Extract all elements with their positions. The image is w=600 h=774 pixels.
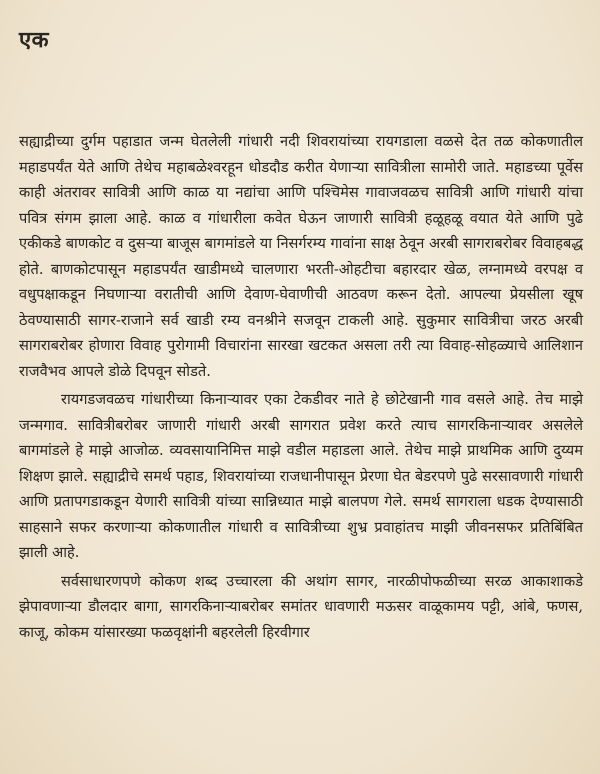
paragraph-1: सह्याद्रीच्या दुर्गम पहाडात जन्म घेतलेली गांधारी नदी शिवरायांच्या रायगडाला वळसे देत तळ कोकणातील महाडपर्यंत येते आणि तेथेच महाबळेश्वरहून धोडदौड करीत येणाऱ्या सावित्रीला सामोरी जाते. महाडच्या पूर्वेस काही अंतरावर सावित्री आणि काळ या नद्यांचा आणि पश्चिमेस गावाजवळच सावित्री आणि गांधारी यांचा पवित्र संगम झाला आहे. काळ व गांधारीला कवेत घेऊन जाणारी सावित्री हळूहळू वयात येते आणि पुढे एकीकडे बाणकोट व दुसऱ्या बाजूस बागमांडले या निसर्गरम्य गावांना साक्ष ठेवून अरबी सागराबरोबर विवाहबद्ध होते. बाणकोटपासून महाडपर्यंत खाडीमध्ये चालणारा भरती-ओहटीचा बहारदार खेळ, लग्नामध्ये वरपक्ष व वधुपक्षाकडून निघणाऱ्या वरातीची आणि देवाण-घेवाणीची आठवण करून देतो. आपल्या प्रेयसीला खूष ठेवण्यासाठी सागर-राजाने सर्व खाडी रम्य वनश्रीने सजवून टाकली आहे. सुकुमार सावित्रीचा जरठ अरबी सागराबरोबर होणारा विवाह पुरोगामी विचारांना सारखा खटकत असला तरी त्या विवाह-सोहळ्याचे आलिशान राजवैभव आपले डोळे दिपवून सोडते. xyxy=(19,133,583,380)
paragraph-3: सर्वसाधारणपणे कोकण शब्द उच्चारला की अथांग सागर, नारळीपोफळीच्या सरळ आकाशाकडे झेपावणाऱ्या डौलदार बागा, सागरकिनाऱ्याबरोबर समांतर धावणारी मऊसर वाळूकामय पट्टी, आंबे, फणस, काजू, कोकम यांसारख्या फळवृक्षांनी बहरलेली हिरवीगार xyxy=(19,572,583,641)
body-text xyxy=(19,129,583,645)
paragraph-2: रायगडजवळच गांधारीच्या किनाऱ्यावर एका टेकडीवर नाते हे छोटेखानी गाव वसले आहे. तेच माझे जन्मगाव. सावित्रीबरोबर जाणारी गांधारी अरबी सागरात प्रवेश करते त्याच सागरकिनाऱ्यावर असलेले बागमांडले हे माझे आजोळ. व्यवसायानिमित्त माझे वडील महाडला आले. तेथेच माझे प्राथमिक आणि दुय्यम शिक्षण झाले. सह्याद्रीचे समर्थ पहाड, शिवरायांच्या राजधानीपासून प्रेरणा घेत बेडरपणे पुढे सरसावणारी गांधारी आणि प्रतापगडाकडून येणारी सावित्री यांच्या सान्निध्यात माझे बालपण गेले. समर्थ सागराला धडक देण्यासाठी साहसाने सफर करणाऱ्या कोकणातील गांधारी व सावित्रीच्या शुभ्र प्रवाहांतच माझी जीवनसफर प्रतिबिंबित झाली आहे. xyxy=(19,391,583,561)
chapter-heading: एक xyxy=(19,27,50,53)
